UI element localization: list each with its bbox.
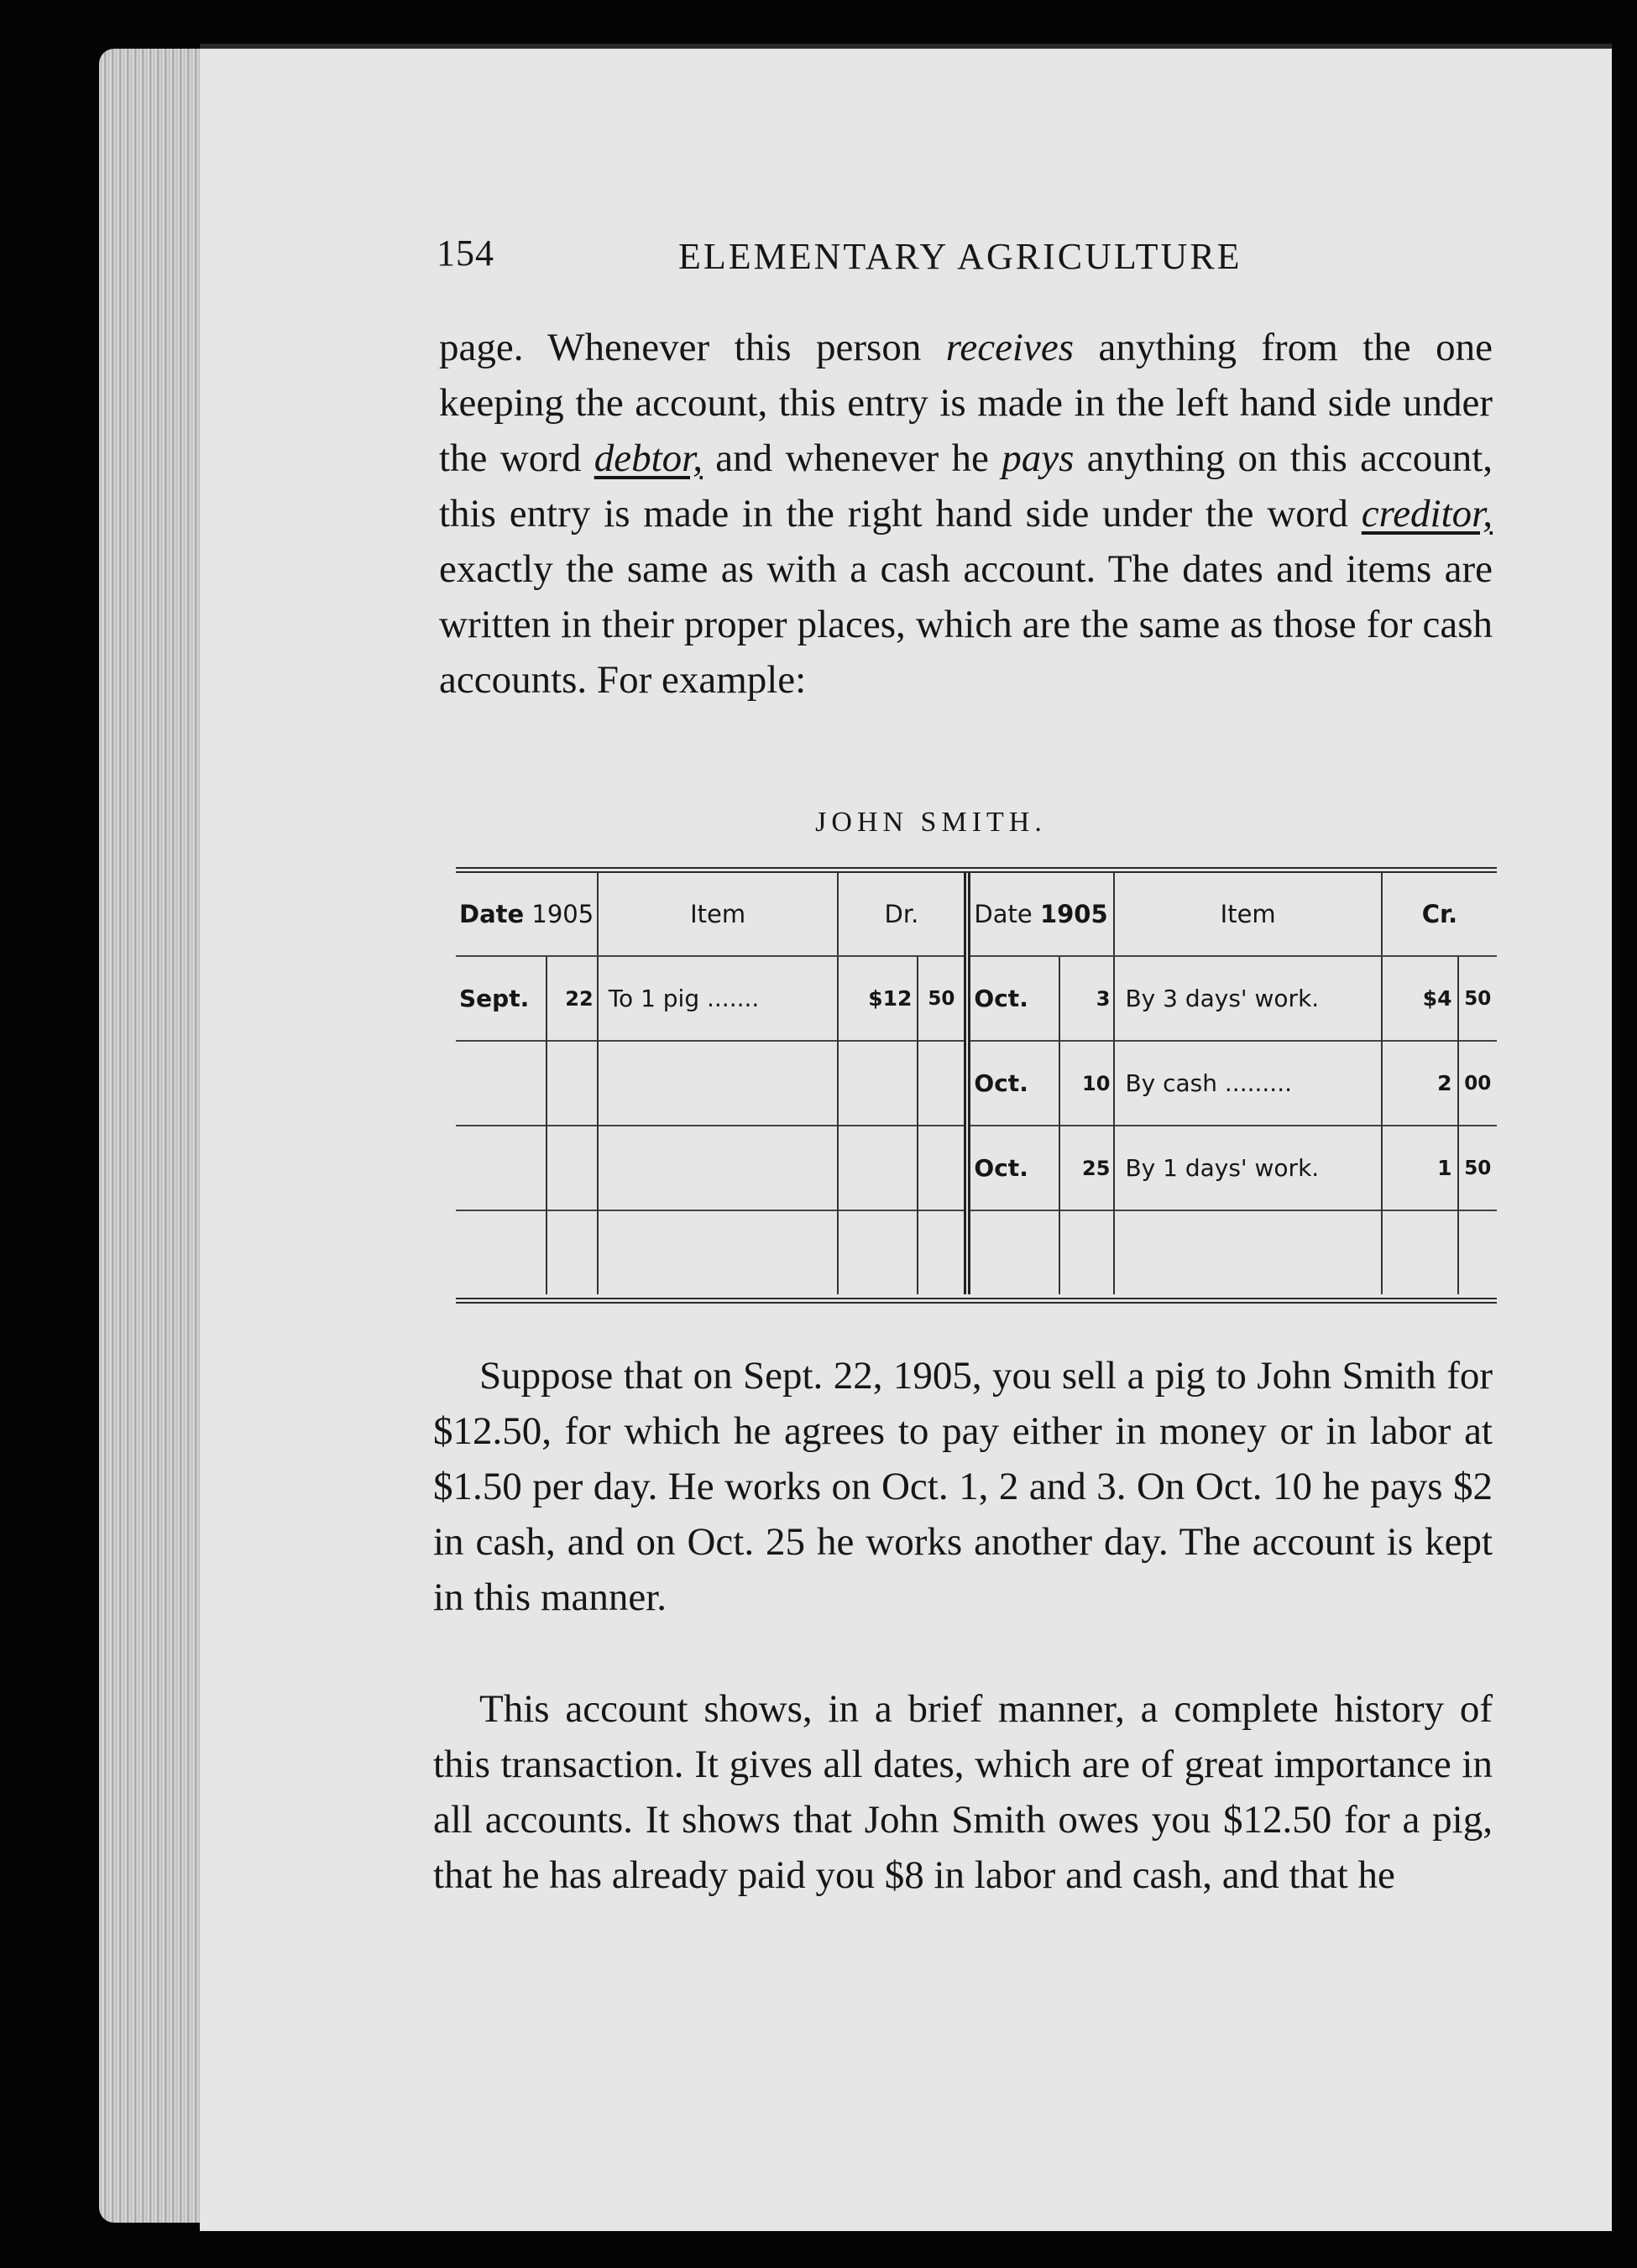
header-cr: [1382, 873, 1497, 956]
debit-day: 22: [547, 956, 598, 1041]
paragraph-top: [439, 320, 1493, 708]
text-run: page. Whenever this person: [439, 326, 946, 369]
debit-month: [456, 1126, 547, 1210]
debit-item: [598, 1210, 839, 1294]
credit-item: By cash .........: [1114, 1041, 1381, 1126]
text-run: This account shows, in a brief manner, a complete history of this transaction. It gives all dates, which are of great importance in all accounts. It shows that John Smith owes you $12.50 for a pig, that he has already paid you $8 in labor and cash, and that he: [433, 1687, 1493, 1897]
header-item-left: Item: [598, 873, 839, 956]
paragraph-summary: [433, 1681, 1493, 1903]
credit-month: Oct.: [967, 1126, 1059, 1210]
ledger-row: [456, 1041, 1497, 1126]
credit-cents: 50: [1458, 956, 1497, 1041]
header-dr: Dr.: [838, 873, 967, 956]
debit-cents: [918, 1041, 967, 1126]
header-date-left: [456, 873, 598, 956]
debit-item: [598, 1126, 839, 1210]
text-run: and whenever he: [702, 436, 1002, 480]
credit-day: [1059, 1210, 1114, 1294]
credit-cents: 50: [1458, 1126, 1497, 1210]
header-date-label: Date: [974, 900, 1033, 928]
debit-cents: [918, 1126, 967, 1210]
credit-dollars: $4: [1382, 956, 1458, 1041]
credit-dollars: 1: [1382, 1126, 1458, 1210]
page-sheet: [200, 44, 1612, 2231]
debit-dollars: [838, 1210, 918, 1294]
credit-cents: [1458, 1210, 1497, 1294]
ledger-title: JOHN SMITH.: [815, 807, 1047, 838]
text-italic-pays: pays: [1002, 436, 1075, 480]
credit-month: Oct.: [967, 1041, 1059, 1126]
text-italic-creditor: creditor,: [1361, 492, 1493, 536]
debit-day: [547, 1210, 598, 1294]
running-header: [200, 232, 1612, 282]
credit-month: [967, 1210, 1059, 1294]
text-run: exactly the same as with a cash account. The dates and items are written in their proper places, which are the same as those for cash accounts. For example:: [439, 547, 1493, 702]
credit-cents: 00: [1458, 1041, 1497, 1126]
ledger-table: [456, 867, 1497, 1304]
header-year: 1905: [531, 900, 594, 928]
debit-dollars: [838, 1126, 918, 1210]
running-title: ELEMENTARY AGRICULTURE: [678, 236, 1242, 277]
text-run: anything from the one keeping the account, this entry is made in the left hand side under the word: [439, 326, 1493, 480]
page-number: 154: [437, 233, 494, 274]
ledger-row: [456, 1210, 1497, 1294]
debit-day: [547, 1041, 598, 1126]
text-italic-debtor: debtor,: [594, 436, 703, 480]
debit-day: [547, 1126, 598, 1210]
text-run: anything on this account, this entry is made in the right hand side under the word: [439, 436, 1493, 536]
paragraph-example: [433, 1348, 1493, 1625]
credit-item: By 1 days' work.: [1114, 1126, 1381, 1210]
credit-dollars: 2: [1382, 1041, 1458, 1126]
header-item-right: Item: [1114, 873, 1381, 956]
ledger-header-row: [456, 873, 1497, 956]
debit-dollars: $12: [838, 956, 918, 1041]
credit-day: 3: [1059, 956, 1114, 1041]
debit-item: To 1 pig .......: [598, 956, 839, 1041]
credit-dollars: [1382, 1210, 1458, 1294]
debit-cents: [918, 1210, 967, 1294]
credit-day: 25: [1059, 1126, 1114, 1210]
text-run: Suppose that on Sept. 22, 1905, you sell a pig to John Smith for $12.50, for which he agrees to pay either in money or in labor at $1.50 per day. He works on Oct. 1, 2 and 3. On Oct. 10 he pays $2 in cash, and on Oct. 25 he works another day. The account is kept in this manner.: [433, 1354, 1493, 1619]
header-date-right: [967, 873, 1114, 956]
ledger-row: [456, 1126, 1497, 1210]
credit-item: [1114, 1210, 1381, 1294]
header-cr-label: Cr.: [1421, 900, 1458, 928]
credit-day: 10: [1059, 1041, 1114, 1126]
ledger-row: [456, 956, 1497, 1041]
debit-cents: 50: [918, 956, 967, 1041]
text-italic-receives: receives: [945, 326, 1074, 369]
header-year: 1905: [1039, 900, 1108, 928]
debit-month: [456, 1041, 547, 1126]
debit-item: [598, 1041, 839, 1126]
debit-month: Sept.: [456, 956, 547, 1041]
debit-month: [456, 1210, 547, 1294]
header-date-label: Date: [459, 900, 525, 928]
credit-item: By 3 days' work.: [1114, 956, 1381, 1041]
debit-dollars: [838, 1041, 918, 1126]
credit-month: Oct.: [967, 956, 1059, 1041]
